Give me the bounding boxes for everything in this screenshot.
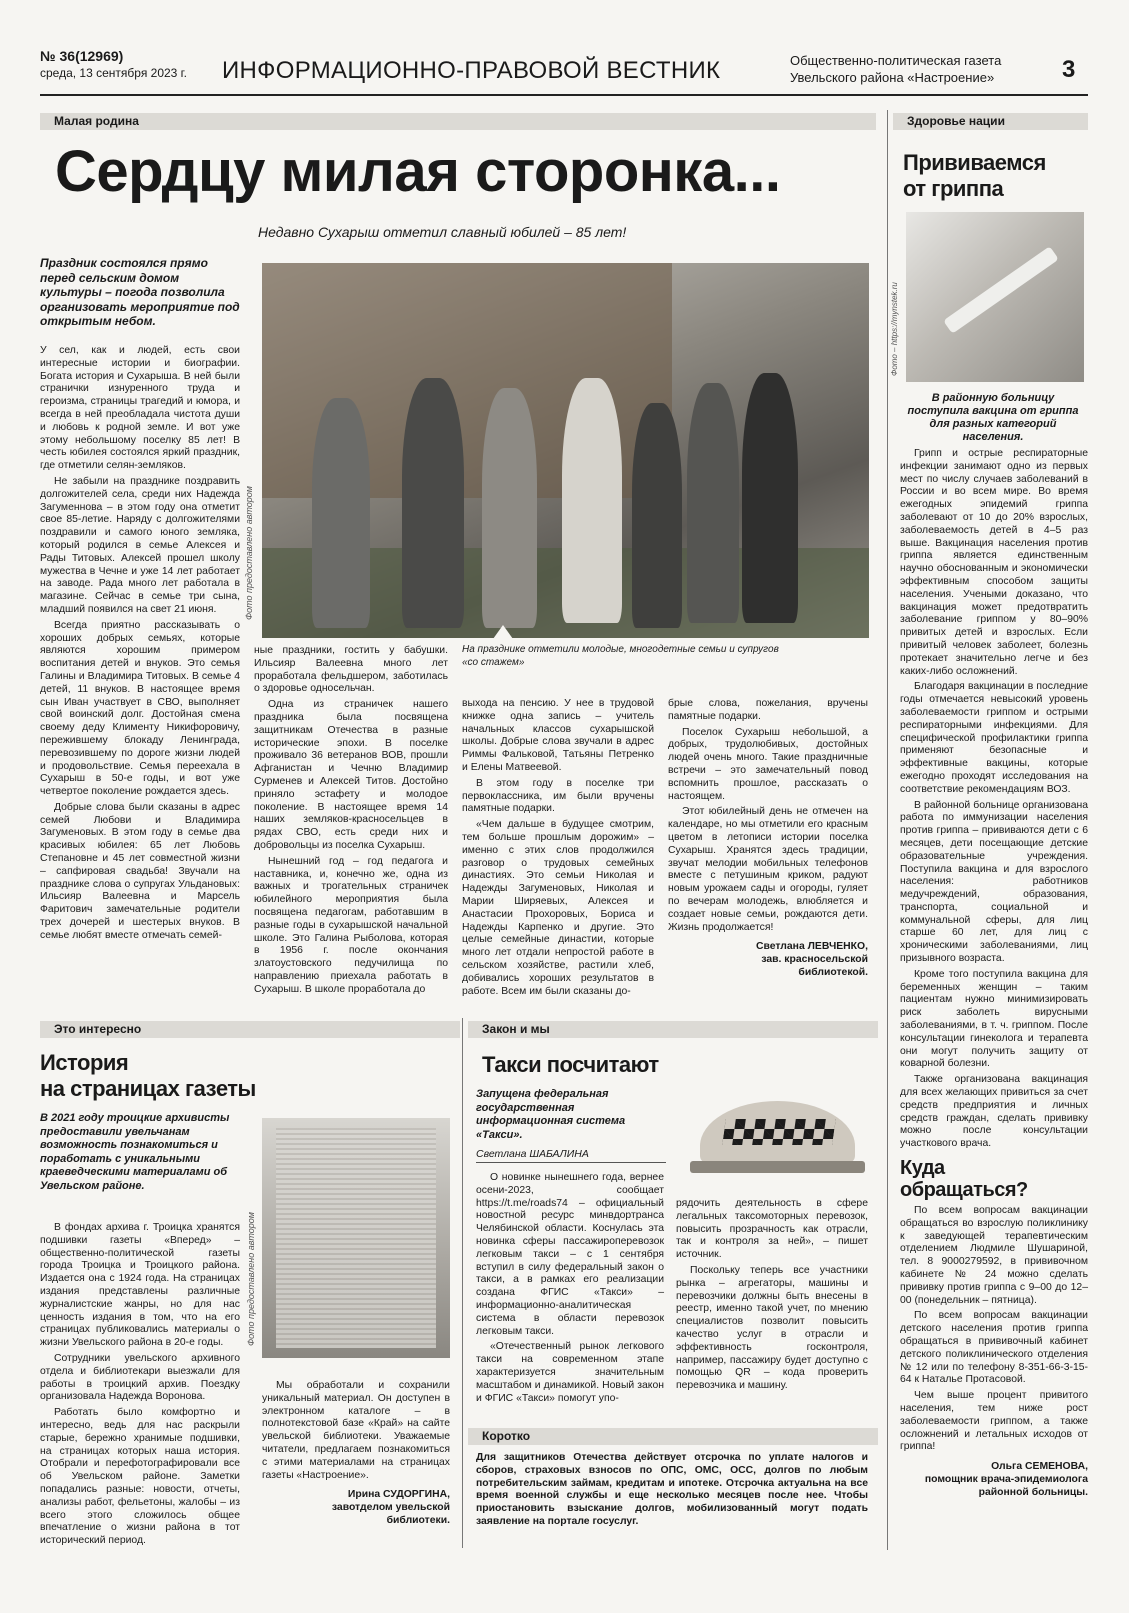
history-lead: В 2021 году троицкие архивисты предоставили увельчанам возможность познакомиться и поработать с уникальными краеведческими материалами об Увельском районе. bbox=[40, 1112, 230, 1192]
issue-date: среда, 13 сентября 2023 г. bbox=[40, 66, 187, 80]
brief-text: Для защитников Отечества действует отсрочка по уплате налогов и сборов, страховых взносов по ОПС, ОМС, ОСС, долгов по любым потребительским займам, кредитам и ипотеке. Отсрочка актуальна на все время военной службы и еще несколько месяцев после нее. Чтобы приостановить взыскание долгов, мобилизованный могут подать заявление на портале госуслуг. bbox=[476, 1452, 868, 1527]
taxi-headline: Такси посчитают bbox=[482, 1052, 659, 1077]
main-col3-para-3: «Чем дальше в будущее смотрим, тем больше прошлым дорожим» – именно с этих слов продолжился разговор о трудовых семейных династиях. Это семьи Николая и Надежды Загуменовых, Николая и Марии Ширяевых, Алексея и Анастасии Прохоровых, Бориса и Надежды Карпенко и другие. Это целые семейные династии, которые много лет отдали непростой работе в сельском хозяйстве, растили хлеб, добивались хороших результатов в работе. Всем им были сказаны до- bbox=[462, 819, 654, 997]
photo-person-5 bbox=[632, 403, 682, 628]
where-para-3: Чем выше процент привитого населения, тем ниже рост заболеваемости гриппом, а также осложнений и летальных исходов от гриппа! bbox=[900, 1390, 1088, 1453]
history-col-1 bbox=[40, 1222, 240, 1551]
health-para-4: Кроме того поступила вакцина для беременных женщин – таким пациентам нужно минимизировать риск заболеть вирусными заболеваниями, в т. ч. гриппом. После консультации гинеколога и терапевта они могут получить защиту от коварной болезни. bbox=[900, 968, 1088, 1070]
main-photo-credit: Фото предоставлено автором bbox=[244, 486, 254, 620]
health-para-3: В районной больнице организована работа по иммунизации населения против гриппа – прививаются дети с 6 месяцев, дети посещающие детские образовательные учреждения. Поступила вакцина и для взрослого населения: работников медучреждений, образования, транспорта, социальной и коммунальной сферы, для лиц старше 60 лет, для лиц с хроническими заболеваниями, лиц призывного возраста. bbox=[900, 799, 1088, 965]
history-title-line-1: История bbox=[40, 1050, 129, 1075]
where-headline bbox=[900, 1157, 1088, 1201]
where-title-line-2: обращаться? bbox=[900, 1179, 1028, 1202]
main-col2-para-1: ные праздники, гостить у бабушки. Ильсияр Валеевна много лет проработала фельдшером, заботилась о здоровье односельчан. bbox=[254, 645, 448, 695]
history-col2-para-1: Мы обработали и сохранили уникальный материал. Он доступен в электронном каталоге – в полнотекстовой базе «Край» на сайте увельской библиотеки. Уважаемые читатели, предлагаем познакомиться с этими материалами на страницах газеты «Настроение». bbox=[262, 1380, 450, 1481]
main-col1-para-1: У сел, как и людей, есть свои интересные истории и биографии. Богата история и Сухарыша. В ней были странички изнуренного труда и героизма, страницы трагедий и юмора, и всегда в ней преобладала чистота души и любовь к родной земле. И вот уже этому небольшому поселку 85 лет! В честь юбилея состоялся яркий праздник, где отметили селян-земляков. bbox=[40, 345, 240, 472]
health-para-5: Также организована вакцинация для всех желающих привиться за счет средств предприятия и личных средств граждан, сделать прививку можно после консультации участкового врача. bbox=[900, 1074, 1088, 1150]
photo-person-6 bbox=[687, 383, 739, 623]
main-col4-para-3: Этот юбилейный день не отмечен на календаре, но мы отметили его красным цветом в летописи истории поселка Сухарыш. Хранятся здесь традиции, звучат мелодии мобильных телефонов вместе с петушиным криком, радуют новым урожаем сады и огороды, гуляет по вечерам молодежь, влюбляется и создает новые семьи, рождаются дети. Жизнь продолжается! bbox=[668, 806, 868, 933]
photo-person-4 bbox=[562, 378, 622, 623]
main-col-1 bbox=[40, 345, 240, 946]
main-col-2 bbox=[254, 645, 448, 1000]
main-col2-para-3: Нынешний год – год педагога и наставника, и, конечно же, одна из важных и трогательных страничек юбилейного мероприятия была посвящена педагогам, работавшим в разные годы в сухарышской начальной школе. Это Галина Рыболова, которая в 1956 г. после окончания златоустовского педучилища по направлению приехала работать в Сухарыш. В школе проработала до bbox=[254, 855, 448, 995]
taxi-col1-para-2: «Отечественный рынок легкового такси на современном этапе характеризуется значительным масштабом и динамикой. Новый закон и ФГИС «Такси» помогут упо- bbox=[476, 1341, 664, 1404]
rubric-eto-interesno: Это интересно bbox=[40, 1021, 460, 1038]
main-col1-para-2: Не забыли на празднике поздравить долгожителей села, среди них Надежда Загуменнова – в этом году она отметит свое 85-летие. Наряду с долгожителями поздравили и самого юного земляка, который родился в семье Алексея и Рады Титовых. Алексей прошел школу мужества в Чечне и уже 14 лет работает на заводе. Рада много лет работала в магазине. Сейчас в семье три сына, младший появился на свет 21 июня. bbox=[40, 475, 240, 615]
paper-line-1: Общественно-политическая газета bbox=[790, 53, 1002, 68]
health-photo bbox=[906, 212, 1084, 382]
health-signature bbox=[900, 1460, 1088, 1499]
main-col4-para-1: брые слова, пожелания, вручены памятные подарки. bbox=[668, 698, 868, 722]
health-photo-credit: Фото – https://mynstek.ru bbox=[890, 282, 899, 376]
where-para-2: По всем вопросам вакцинации детского населения против гриппа обращаться в прививочный кабинет детского поликлинического отделения № 12 или по телефону 8-351-66-3-15-64 к Наталье Протасовой. bbox=[900, 1310, 1088, 1386]
rubric-zdorovie-natsii: Здоровье нации bbox=[893, 113, 1088, 130]
main-col3-para-2: В этом году в поселке три первоклассника, им были вручены памятные подарки. bbox=[462, 777, 654, 815]
health-headline bbox=[903, 150, 1046, 202]
history-col-2 bbox=[262, 1380, 450, 1527]
main-col3-para-1: выхода на пенсию. У нее в трудовой книжке одна запись – учитель начальных классов сухарышской школы. Добрые слова звучали в адрес Риммы Фальковой, Татьяны Петренко и Елены Матвеевой. bbox=[462, 698, 654, 773]
main-photo-caption bbox=[462, 643, 862, 669]
taxi-col2-para-1: рядочить деятельность в сфере легальных таксомоторных перевозок, повысить прозрачность как отрасли, так и контроля за ней», – пишет источник. bbox=[676, 1198, 868, 1261]
photo-marker-triangle bbox=[493, 625, 513, 639]
section-title: ИНФОРМАЦИОННО-ПРАВОВОЙ ВЕСТНИК bbox=[222, 57, 721, 84]
taxi-author: Светлана ШАБАЛИНА bbox=[476, 1148, 666, 1163]
bottom-column-divider bbox=[462, 1018, 463, 1548]
main-col-4 bbox=[668, 698, 868, 979]
main-signature-name: Светлана ЛЕВЧЕНКО, bbox=[755, 941, 868, 953]
rubric-korotko: Коротко bbox=[468, 1428, 878, 1445]
health-title-line-1: Прививаемся bbox=[903, 150, 1046, 175]
main-signature-role-1: зав. красносельской bbox=[761, 954, 868, 966]
main-col1-para-4: Добрые слова были сказаны в адрес семей Любови и Владимира Загуменовых. В этом году в семье два красивых юбилея: 65 лет Любовь Степановне и 45 лет совместной жизни – сапфировая свадьба! Звучали на празднике слова о супругах Ульдановых: Ильсияр Валеевна и Марсель Фаритович замечательные родители трех дочерей и шестерых внуков. В семье любят вместе отмечать семей- bbox=[40, 801, 240, 941]
paper-line-2: Увельского района «Настроение» bbox=[790, 70, 995, 85]
taxi-col1-para-1: О новинке нынешнего года, вернее осени-2023, сообщает https://t.me/roads74 – официальный новостной ресурс минвдортранса Челябинской области. Коснулась эта новинка сферы пассажироперевозок легковым такси – с 1 сентября вступил в силу федеральный закон о такси, а в рамках его реализации создана ФГИС «Такси» – информационно-аналитическая система в области перевозок легковым такси. bbox=[476, 1172, 664, 1337]
main-col-3 bbox=[462, 698, 654, 1001]
taxi-sign-base bbox=[690, 1161, 865, 1173]
history-signature bbox=[262, 1488, 450, 1527]
history-col1-para-1: В фондах архива г. Троицка хранятся подшивки газеты «Вперед» – общественно-политической газеты города Троицка и Троицкого района. Издается она с 1924 года. На страницах издания представлены различные журналистские жанры, но для нас ценность издания в том, что на его страницах публиковались материалы о жизни Увельского района в 20-е годы. bbox=[40, 1222, 240, 1349]
taxi-sign-image bbox=[690, 1093, 865, 1177]
main-caption-line-2: «со стажем» bbox=[462, 657, 525, 668]
health-signature-role: помощник врача-эпидемиолога районной больницы. bbox=[924, 1474, 1088, 1499]
rubric-zakon-i-my: Закон и мы bbox=[468, 1021, 878, 1038]
photo-person-7 bbox=[742, 373, 798, 623]
main-col2-para-2: Одна из страничек нашего праздника была посвящена защитникам Отечества в разные исторические эпохи. В поселке проживало 36 ветеранов ВОВ, прошли Афганистан и Чечню Владимир Сурменев и Алексей Титов. Достойно приняло эстафету и молодое поколение. В настоящее время 14 наших земляков-красносельцев в рядах СВО, есть среди них и добровольцы из поселка Сухарыш. bbox=[254, 699, 448, 851]
photo-person-1 bbox=[312, 398, 370, 628]
history-signature-name: Ирина СУДОРГИНА, bbox=[347, 1489, 450, 1501]
history-headline bbox=[40, 1050, 256, 1102]
main-signature bbox=[668, 940, 868, 979]
photo-person-3 bbox=[482, 388, 537, 628]
masthead-rule bbox=[40, 94, 1088, 96]
history-title-line-2: на страницах газеты bbox=[40, 1076, 256, 1101]
photo-person-2 bbox=[402, 378, 464, 628]
main-signature-role-2: библиотекой. bbox=[798, 967, 868, 979]
main-photo bbox=[262, 263, 869, 638]
health-para-1: Грипп и острые респираторные инфекции занимают одно из первых мест по числу случаев заболеваний в России и во всем мире. Во время ежегодных эпидемий гриппа заболевают от 10 до 20% взрослых, заболеваемость детей в 4–5 раз выше. Вакцинация населения против гриппа является единственным научно обоснованным и экономически эффективным способом защиты населения. Учеными доказано, что вакцинация может предотвратить заболевание гриппом у 80–90% привитых детей и взрослых. Если привитый человек заболеет, болезнь протекает значительно легче и без каких-либо осложнений. bbox=[900, 448, 1088, 677]
taxi-col2-para-2: Поскольку теперь все участники рынка – агрегаторы, машины и перевозчики должны быть внесены в реестр, именно такой учет, по мнению специалистов позволит повысить качество услуг в отрасли и эффективность госконтроля, например, пассажиру будет доступно с помощью QR – кода проверить перевозчика и машину. bbox=[676, 1264, 868, 1392]
issue-number: № 36(12969) bbox=[40, 48, 124, 64]
where-title-line-1: Куда bbox=[900, 1157, 945, 1180]
taxi-col-1 bbox=[476, 1172, 664, 1408]
history-photo-credit: Фото предоставлено автором bbox=[246, 1212, 256, 1346]
main-caption-line-1: На празднике отметили молодые, многодетные семьи и супругов bbox=[462, 644, 779, 655]
health-body bbox=[900, 448, 1088, 1499]
history-col1-para-2: Сотрудники увельского архивного отдела и библиотекари выезжали для работы в троицкий архив. Поездку организовала Надежда Воронова. bbox=[40, 1352, 240, 1403]
history-col1-para-3: Работать было комфортно и интересно, ведь для нас раскрыли старые, бережно хранимые подшивки, на страницах которых наша история. Отобрали и перефотографировали все об Увельском районе. Заметки попадались разные: новости, отчеты, анализы работ, фельетоны, жалобы – из всего этого сложилось общее впечатление о жизни района в тот исторический период. bbox=[40, 1407, 240, 1547]
rubric-malaya-rodina: Малая родина bbox=[40, 113, 876, 130]
taxi-col-2 bbox=[676, 1198, 868, 1396]
taxi-sign-checker bbox=[722, 1119, 836, 1145]
health-lead: В районную больницу поступила вакцина от гриппа для разных категорий населения. bbox=[907, 392, 1079, 443]
main-lead: Праздник состоялся прямо перед сельским домом культуры – погода позволила организовать мероприятие под открытым небом. bbox=[40, 256, 240, 328]
health-para-2: Благодаря вакцинации в последние годы отмечается невысокий уровень заболеваемости гриппом и острыми респираторными инфекциями. Для специфической профилактики гриппа применяют безопасные и эффективные вакцины, которые ежегодно проходят исследования на соответствие рекомендациям ВОЗ. bbox=[900, 681, 1088, 795]
health-photo-syringe bbox=[943, 246, 1059, 334]
right-column-divider bbox=[887, 110, 888, 1550]
history-signature-role-2: библиотеки. bbox=[386, 1515, 450, 1527]
page-number: 3 bbox=[1062, 56, 1076, 83]
main-subtitle: Недавно Сухарыш отметил славный юбилей – 85 лет! bbox=[258, 224, 627, 240]
taxi-lead: Запущена федеральная государственная информационная система «Такси». bbox=[476, 1088, 626, 1141]
history-signature-role-1: завотделом увельской bbox=[331, 1502, 450, 1514]
where-para-1: По всем вопросам вакцинации обращаться во взрослую поликлинику к заведующей терапевтическим отделением Людмиле Шушариной, тел. 8 9000279592, в прививочном кабинете № 24 можно сделать прививку против гриппа с 9–00 до 12–00 (понедельник – пятница). bbox=[900, 1205, 1088, 1306]
history-photo-newspaper bbox=[276, 1128, 436, 1348]
main-col1-para-3: Всегда приятно рассказывать о хороших добрых семьях, которые являются хорошим примером воспитания детей и внуков. Это семья Галины и Владимира Титовых. В семье 4 детей, 11 внуков. В настоящее время сын Иван участвует в СВО, выполняет свой воинский долг. Достойная смена своему деду Клименту Никифоровичу, пережившему блокаду Ленинграда, перевозившему по дороге жизни людей и продовольствие. Семья переехала в Сухарыш в 50-е годы, и вот уже четвертое поколение рождается здесь. bbox=[40, 619, 240, 798]
health-title-line-2: от гриппа bbox=[903, 176, 1004, 201]
health-signature-name: Ольга СЕМЕНОВА, bbox=[991, 1461, 1088, 1473]
main-col4-para-2: Поселок Сухарыш небольшой, а добрых, трудолюбивых, достойных людей очень много. Такие праздничные встречи – это замечательный повод вспомнить прошлое, рассказать о настоящем. bbox=[668, 726, 868, 802]
main-headline: Сердцу милая сторонка... bbox=[55, 139, 781, 204]
history-photo bbox=[262, 1118, 450, 1358]
